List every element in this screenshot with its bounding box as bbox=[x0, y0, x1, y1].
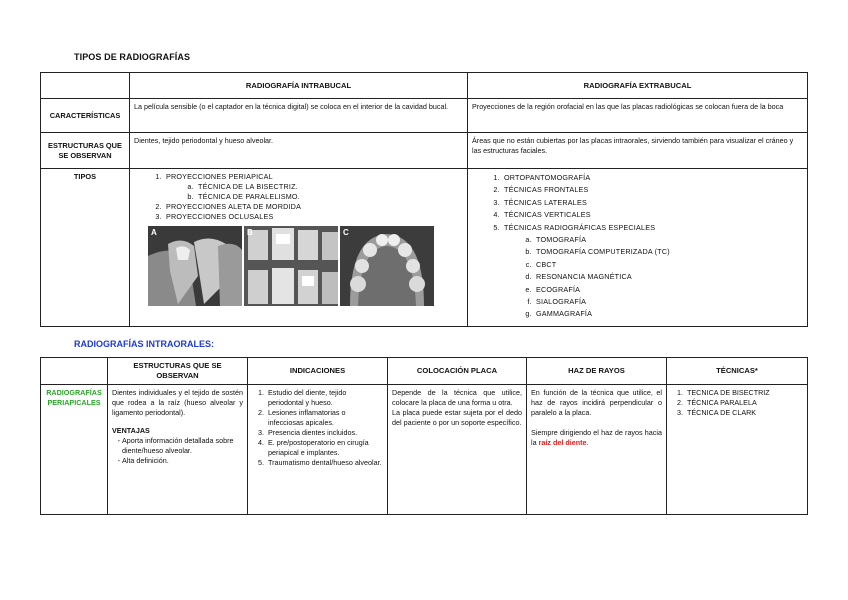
list-item: c. CBCT bbox=[534, 259, 803, 271]
haz-text-2: Siempre dirigiendo el haz de rayos hacia la raíz del diente. bbox=[531, 428, 662, 447]
list-item: 2. TÉCNICA PARALELA bbox=[685, 398, 803, 408]
list-item: 3. PROYECCIONES OCLUSALES bbox=[164, 212, 463, 222]
empty-corner-cell bbox=[41, 73, 130, 99]
xray-image-bitewing bbox=[244, 226, 338, 306]
header-intrabucal: RADIOGRAFÍA INTRABUCAL bbox=[130, 73, 468, 99]
colocacion-text-2: La placa puede estar sujeta por el dedo del paciente o por un soporte específico. bbox=[392, 408, 522, 427]
list-item: 1. TECNICA DE BISECTRIZ bbox=[685, 388, 803, 398]
page-title: TIPOS DE RADIOGRAFÍAS bbox=[74, 52, 191, 62]
header-haz: HAZ DE RAYOS bbox=[527, 358, 667, 385]
section-title-intraorales: RADIOGRAFÍAS INTRAORALES: bbox=[74, 339, 214, 349]
estructuras-extra: Áreas que no están cubiertas por las placas intraorales, sirviendo también para visualizar el cráneo y las estructuras faciales. bbox=[468, 133, 808, 169]
empty-corner-cell bbox=[41, 358, 108, 385]
list-item: b. TÉCNICA DE PARALELISMO. bbox=[196, 192, 463, 202]
header-extrabucal: RADIOGRAFÍA EXTRABUCAL bbox=[468, 73, 808, 99]
list-item: - Aporta información detallada sobre diente/hueso alveolar. bbox=[122, 436, 243, 456]
estructuras-intra: Dientes, tejido periodontal y hueso alveolar. bbox=[130, 133, 468, 169]
list-item: 1. Estudio del diente, tejido periodontal y hueso. bbox=[266, 388, 383, 408]
list-item: 4. TÉCNICAS VERTICALES bbox=[502, 209, 803, 221]
haz-cell bbox=[527, 385, 667, 515]
list-item: a. TÉCNICA DE LA BISECTRIZ. bbox=[196, 182, 463, 192]
list-item: 1. ORTOPANTOMOGRAFÍA bbox=[502, 172, 803, 184]
radiography-types-table bbox=[40, 72, 808, 327]
xray-image-occlusal bbox=[340, 226, 434, 306]
list-item: a. TOMOGRAFÍA bbox=[534, 234, 803, 246]
list-item: 5. Traumatismo dental/hueso alveolar. bbox=[266, 458, 383, 468]
list-item: 2. PROYECCIONES ALETA DE MORDIDA bbox=[164, 202, 463, 212]
intraoral-radiography-table bbox=[40, 357, 808, 515]
haz-text-1: En función de la técnica que utilice, el haz de rayos incidirá perpendicular o paralelo a la placa. bbox=[531, 388, 662, 417]
caracteristicas-extra: Proyecciones de la región orofacial en las que las placas radiológicas se colocan fuera de la boca bbox=[468, 99, 808, 133]
estructuras-text: Dientes individuales y el tejido de sostén que rodea a la raíz (hueso alveolar y ligamento periodontal). bbox=[112, 388, 243, 417]
list-item: e. ECOGRAFÍA bbox=[534, 284, 803, 296]
xray-label: A bbox=[151, 228, 157, 237]
header-colocacion: COLOCACIÓN PLACA bbox=[388, 358, 527, 385]
estructuras-cell bbox=[108, 385, 248, 515]
list-item: f. SIALOGRAFÍA bbox=[534, 296, 803, 308]
row-label-tipos: TIPOS bbox=[41, 169, 130, 327]
list-item: - Alta definición. bbox=[122, 456, 243, 466]
raiz-highlight: raíz del diente bbox=[538, 438, 587, 447]
list-item: 5. TÉCNICAS RADIOGRÁFICAS ESPECIALES a. TOMOGRAFÍA b. TOMOGRAFÍA COMPUTERIZADA (TC) c. CBCT d. RESONANCIA MAGNÉTICA e. ECOGRAFÍA f. SIALOGRAFÍA g. GAMMAGRAFÍA bbox=[502, 222, 803, 321]
row-label-periapicales: RADIOGRAFÍAS PERIAPICALES bbox=[41, 385, 108, 515]
xray-label: B bbox=[247, 228, 253, 237]
row-label-caracteristicas: CARACTERÍSTICAS bbox=[41, 99, 130, 133]
tipos-intra-list bbox=[134, 172, 463, 222]
colocacion-text-1: Depende de la técnica que utilice, colocare la placa de una forma u otra. bbox=[392, 388, 522, 407]
list-item: 4. E. pre/postoperatorio en cirugía periapical e implantes. bbox=[266, 438, 383, 458]
header-estructuras: ESTRUCTURAS QUE SE OBSERVAN bbox=[108, 358, 248, 385]
list-item: 3. Presencia dientes incluidos. bbox=[266, 428, 383, 438]
tipos-extra-cell bbox=[468, 169, 808, 327]
row-label-estructuras: ESTRUCTURAS QUE SE OBSERVAN bbox=[41, 133, 130, 169]
header-tecnicas: TÉCNICAS* bbox=[667, 358, 808, 385]
caracteristicas-intra: La película sensible (o el captador en la técnica digital) se coloca en el interior de la cavidad bucal. bbox=[130, 99, 468, 133]
header-indicaciones: INDICACIONES bbox=[248, 358, 388, 385]
list-item: 2. Lesiones inflamatorias o infecciosas apicales. bbox=[266, 408, 383, 428]
list-item: 1. PROYECCIONES PERIAPICAL a. TÉCNICA DE LA BISECTRIZ. b. TÉCNICA DE PARALELISMO. bbox=[164, 172, 463, 202]
tipos-intra-cell bbox=[130, 169, 468, 327]
list-item: d. RESONANCIA MAGNÉTICA bbox=[534, 271, 803, 283]
indicaciones-list bbox=[252, 388, 383, 468]
list-item: 2. TÉCNICAS FRONTALES bbox=[502, 184, 803, 196]
list-item: 3. TÉCNICAS LATERALES bbox=[502, 197, 803, 209]
xray-label: C bbox=[343, 228, 349, 237]
tecnicas-list bbox=[671, 388, 803, 418]
list-item: g. GAMMAGRAFÍA bbox=[534, 308, 803, 320]
list-item: 3. TÉCNICA DE CLARK bbox=[685, 408, 803, 418]
indicaciones-cell bbox=[248, 385, 388, 515]
colocacion-cell bbox=[388, 385, 527, 515]
tipos-extra-list bbox=[472, 172, 803, 321]
xray-images bbox=[148, 226, 463, 306]
ventajas-title: VENTAJAS bbox=[112, 426, 150, 435]
ventajas-list bbox=[112, 436, 243, 466]
xray-image-periapical bbox=[148, 226, 242, 306]
tecnicas-cell bbox=[667, 385, 808, 515]
list-item: b. TOMOGRAFÍA COMPUTERIZADA (TC) bbox=[534, 246, 803, 258]
